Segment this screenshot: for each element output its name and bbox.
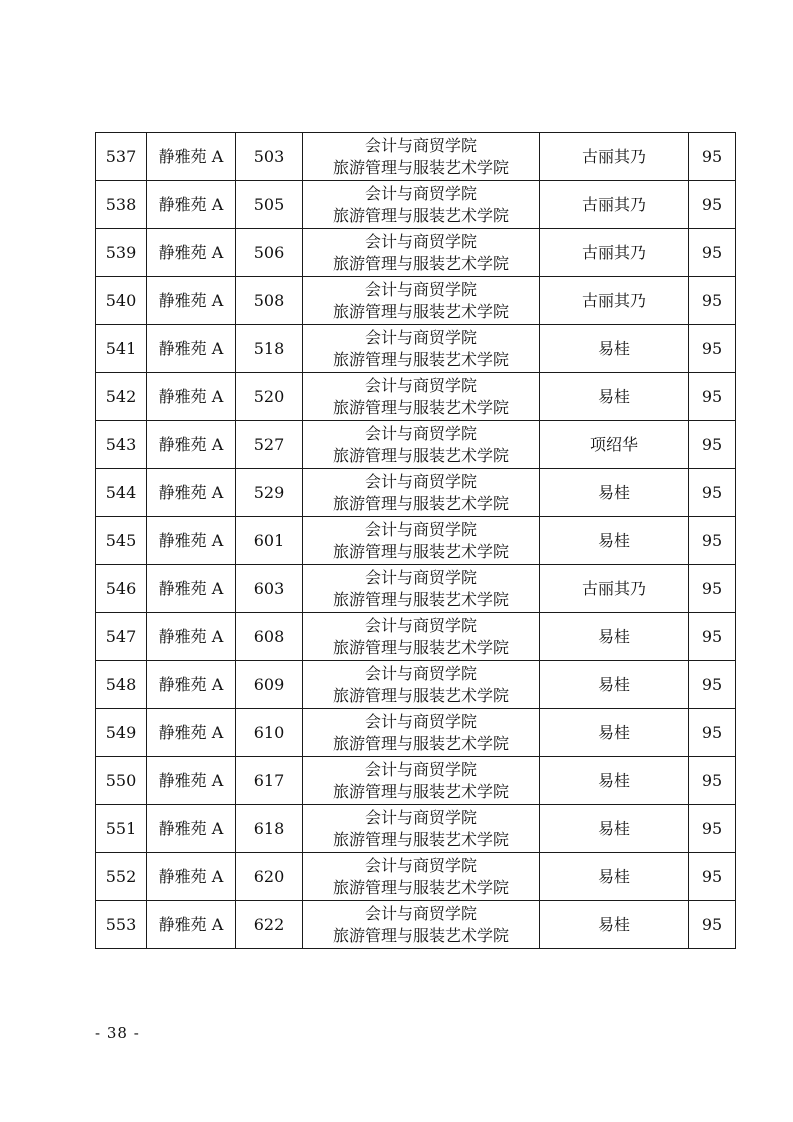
- building-name: 静雅苑 A: [147, 661, 236, 709]
- row-number: 543: [96, 421, 147, 469]
- college-line-2: 旅游管理与服装艺术学院: [332, 157, 509, 177]
- college-line-2: 旅游管理与服装艺术学院: [332, 685, 509, 705]
- row-number: 546: [96, 565, 147, 613]
- score: 95: [689, 181, 736, 229]
- college-line-2: 旅游管理与服装艺术学院: [332, 445, 509, 465]
- room-number: 503: [236, 133, 303, 181]
- college-line-1: 会计与商贸学院: [364, 135, 477, 155]
- college-line-2: 旅游管理与服装艺术学院: [332, 397, 509, 417]
- building-name: 静雅苑 A: [147, 373, 236, 421]
- college-line-2: 旅游管理与服装艺术学院: [332, 733, 509, 753]
- building-name: 静雅苑 A: [147, 181, 236, 229]
- room-number: 520: [236, 373, 303, 421]
- teacher-name: 易桂: [540, 469, 689, 517]
- score: 95: [689, 421, 736, 469]
- room-number: 601: [236, 517, 303, 565]
- table-row: [96, 901, 736, 949]
- teacher-name: 易桂: [540, 709, 689, 757]
- room-number: 505: [236, 181, 303, 229]
- college-line-1: 会计与商贸学院: [364, 375, 477, 395]
- table-row: [96, 421, 736, 469]
- table-row: [96, 853, 736, 901]
- teacher-name: 易桂: [540, 853, 689, 901]
- college-cell: [303, 421, 540, 469]
- college-line-1: 会计与商贸学院: [364, 231, 477, 251]
- college-cell: [303, 277, 540, 325]
- table-row: [96, 373, 736, 421]
- building-name: 静雅苑 A: [147, 421, 236, 469]
- building-name: 静雅苑 A: [147, 805, 236, 853]
- score: 95: [689, 757, 736, 805]
- room-number: 622: [236, 901, 303, 949]
- table-row: [96, 517, 736, 565]
- room-number: 508: [236, 277, 303, 325]
- row-number: 542: [96, 373, 147, 421]
- building-name: 静雅苑 A: [147, 517, 236, 565]
- building-name: 静雅苑 A: [147, 709, 236, 757]
- college-line-2: 旅游管理与服装艺术学院: [332, 301, 509, 321]
- college-cell: [303, 565, 540, 613]
- college-cell: [303, 133, 540, 181]
- college-line-1: 会计与商贸学院: [364, 903, 477, 923]
- building-name: 静雅苑 A: [147, 133, 236, 181]
- score: 95: [689, 373, 736, 421]
- college-cell: [303, 709, 540, 757]
- score: 95: [689, 517, 736, 565]
- score: 95: [689, 133, 736, 181]
- table-row: [96, 277, 736, 325]
- room-number: 617: [236, 757, 303, 805]
- score: 95: [689, 853, 736, 901]
- college-cell: [303, 517, 540, 565]
- row-number: 553: [96, 901, 147, 949]
- college-cell: [303, 181, 540, 229]
- college-cell: [303, 613, 540, 661]
- room-number: 618: [236, 805, 303, 853]
- row-number: 541: [96, 325, 147, 373]
- row-number: 538: [96, 181, 147, 229]
- table-body: [96, 133, 736, 949]
- teacher-name: 古丽其乃: [540, 133, 689, 181]
- table-row: [96, 325, 736, 373]
- teacher-name: 古丽其乃: [540, 181, 689, 229]
- building-name: 静雅苑 A: [147, 901, 236, 949]
- teacher-name: 易桂: [540, 661, 689, 709]
- college-line-2: 旅游管理与服装艺术学院: [332, 205, 509, 225]
- college-line-1: 会计与商贸学院: [364, 279, 477, 299]
- score: 95: [689, 277, 736, 325]
- row-number: 551: [96, 805, 147, 853]
- college-line-2: 旅游管理与服装艺术学院: [332, 493, 509, 513]
- room-number: 518: [236, 325, 303, 373]
- college-cell: [303, 853, 540, 901]
- row-number: 545: [96, 517, 147, 565]
- dormitory-score-table: [95, 132, 736, 949]
- building-name: 静雅苑 A: [147, 325, 236, 373]
- score: 95: [689, 469, 736, 517]
- college-line-1: 会计与商贸学院: [364, 759, 477, 779]
- table-row: [96, 757, 736, 805]
- teacher-name: 项绍华: [540, 421, 689, 469]
- building-name: 静雅苑 A: [147, 613, 236, 661]
- teacher-name: 古丽其乃: [540, 277, 689, 325]
- teacher-name: 易桂: [540, 805, 689, 853]
- row-number: 550: [96, 757, 147, 805]
- college-line-2: 旅游管理与服装艺术学院: [332, 877, 509, 897]
- table-row: [96, 565, 736, 613]
- teacher-name: 易桂: [540, 901, 689, 949]
- college-line-1: 会计与商贸学院: [364, 663, 477, 683]
- college-line-1: 会计与商贸学院: [364, 519, 477, 539]
- building-name: 静雅苑 A: [147, 469, 236, 517]
- row-number: 548: [96, 661, 147, 709]
- row-number: 537: [96, 133, 147, 181]
- teacher-name: 古丽其乃: [540, 229, 689, 277]
- college-cell: [303, 325, 540, 373]
- college-cell: [303, 901, 540, 949]
- score: 95: [689, 229, 736, 277]
- teacher-name: 易桂: [540, 517, 689, 565]
- table-row: [96, 181, 736, 229]
- score: 95: [689, 901, 736, 949]
- college-line-2: 旅游管理与服装艺术学院: [332, 349, 509, 369]
- building-name: 静雅苑 A: [147, 853, 236, 901]
- teacher-name: 易桂: [540, 325, 689, 373]
- room-number: 609: [236, 661, 303, 709]
- table-row: [96, 613, 736, 661]
- room-number: 506: [236, 229, 303, 277]
- score: 95: [689, 709, 736, 757]
- college-line-2: 旅游管理与服装艺术学院: [332, 541, 509, 561]
- teacher-name: 古丽其乃: [540, 565, 689, 613]
- college-line-2: 旅游管理与服装艺术学院: [332, 829, 509, 849]
- college-line-2: 旅游管理与服装艺术学院: [332, 253, 509, 273]
- teacher-name: 易桂: [540, 613, 689, 661]
- college-line-1: 会计与商贸学院: [364, 567, 477, 587]
- page-number: - 38 -: [95, 1024, 140, 1042]
- college-line-2: 旅游管理与服装艺术学院: [332, 925, 509, 945]
- college-cell: [303, 373, 540, 421]
- college-cell: [303, 757, 540, 805]
- building-name: 静雅苑 A: [147, 757, 236, 805]
- score: 95: [689, 661, 736, 709]
- college-line-1: 会计与商贸学院: [364, 471, 477, 491]
- college-cell: [303, 229, 540, 277]
- row-number: 540: [96, 277, 147, 325]
- table-row: [96, 469, 736, 517]
- table-row: [96, 709, 736, 757]
- college-line-1: 会计与商贸学院: [364, 423, 477, 443]
- room-number: 603: [236, 565, 303, 613]
- row-number: 552: [96, 853, 147, 901]
- score: 95: [689, 325, 736, 373]
- college-cell: [303, 661, 540, 709]
- building-name: 静雅苑 A: [147, 277, 236, 325]
- college-line-2: 旅游管理与服装艺术学院: [332, 637, 509, 657]
- room-number: 620: [236, 853, 303, 901]
- table-row: [96, 661, 736, 709]
- college-line-1: 会计与商贸学院: [364, 183, 477, 203]
- room-number: 529: [236, 469, 303, 517]
- college-line-1: 会计与商贸学院: [364, 807, 477, 827]
- table-row: [96, 805, 736, 853]
- table-row: [96, 229, 736, 277]
- room-number: 610: [236, 709, 303, 757]
- score: 95: [689, 805, 736, 853]
- college-cell: [303, 469, 540, 517]
- row-number: 544: [96, 469, 147, 517]
- college-line-1: 会计与商贸学院: [364, 327, 477, 347]
- row-number: 547: [96, 613, 147, 661]
- building-name: 静雅苑 A: [147, 565, 236, 613]
- college-line-1: 会计与商贸学院: [364, 615, 477, 635]
- college-line-1: 会计与商贸学院: [364, 855, 477, 875]
- row-number: 549: [96, 709, 147, 757]
- score: 95: [689, 613, 736, 661]
- table-row: [96, 133, 736, 181]
- row-number: 539: [96, 229, 147, 277]
- teacher-name: 易桂: [540, 373, 689, 421]
- college-cell: [303, 805, 540, 853]
- room-number: 608: [236, 613, 303, 661]
- teacher-name: 易桂: [540, 757, 689, 805]
- room-number: 527: [236, 421, 303, 469]
- college-line-1: 会计与商贸学院: [364, 711, 477, 731]
- college-line-2: 旅游管理与服装艺术学院: [332, 589, 509, 609]
- score: 95: [689, 565, 736, 613]
- college-line-2: 旅游管理与服装艺术学院: [332, 781, 509, 801]
- building-name: 静雅苑 A: [147, 229, 236, 277]
